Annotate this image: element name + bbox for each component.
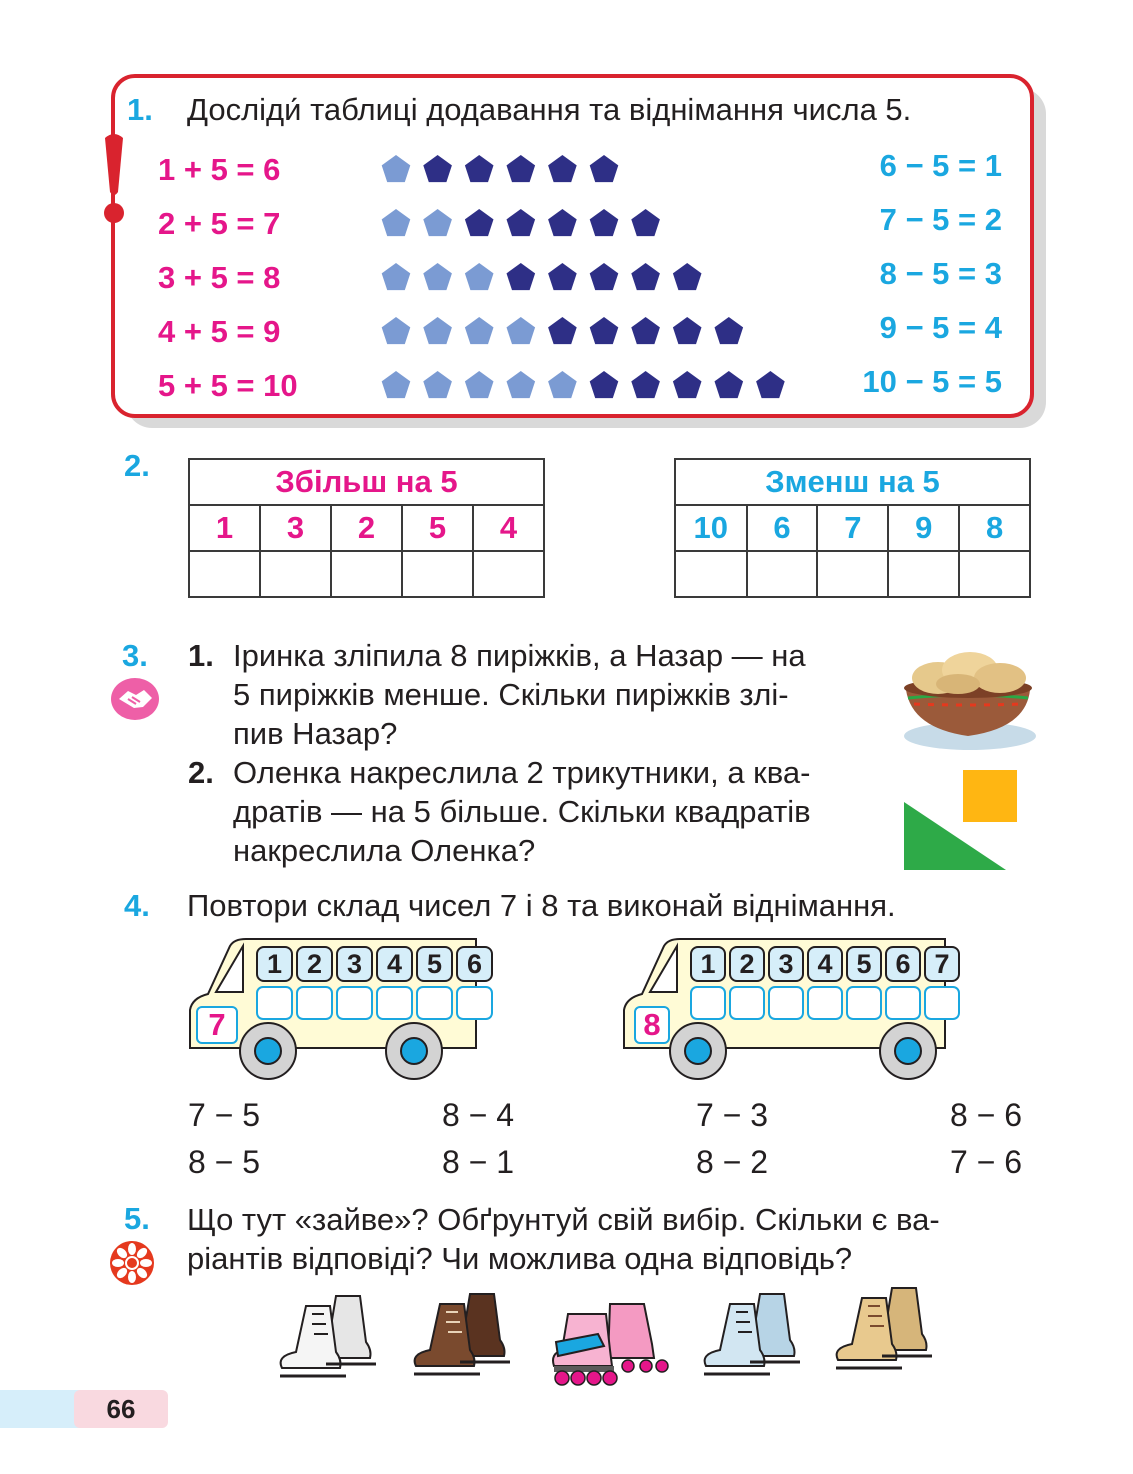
expression: 7 − 6 [950,1144,1023,1180]
answer-seat[interactable] [296,986,333,1020]
pies-bowl-icon [898,640,1038,760]
expression: 7 − 5 [188,1097,261,1133]
bus-7 [186,936,481,1081]
dark-pentagon-icon [548,155,577,182]
text-line: Оленка накреслила 2 трикутники, а ква- [233,755,811,790]
answer-seat[interactable] [336,986,373,1020]
table-cell: 6 [747,505,818,551]
light-pentagon-icon [423,263,452,290]
seat-number: 5 [846,946,882,982]
dark-pentagon-icon [548,317,577,344]
text-line: пив Назар? [233,716,398,751]
dark-pentagon-icon [673,317,702,344]
light-pentagon-icon [382,209,411,236]
bus-door-number: 7 [196,1006,238,1044]
dark-pentagon-icon [590,317,619,344]
light-pentagon-icon [465,263,494,290]
subtraction-equation: 7 − 5 = 2 [879,202,1002,237]
seat-number: 4 [807,946,843,982]
seat-number: 4 [376,946,413,982]
light-pentagon-icon [548,371,577,398]
handshake-icon [110,677,160,726]
task4-instruction: Повтори склад чисел 7 і 8 та виконай віднімання. [187,888,896,923]
light-pentagon-icon [507,371,536,398]
answer-seat[interactable] [885,986,921,1020]
answer-cell[interactable] [189,551,260,597]
flower-icon [109,1240,155,1291]
expression: 8 − 5 [188,1144,261,1180]
light-pentagon-icon [507,317,536,344]
table-cell: 10 [675,505,747,551]
light-pentagon-icon [382,371,411,398]
seat-number: 7 [924,946,960,982]
table-cell: 3 [260,505,331,551]
shapes-icon [900,768,1020,877]
task1-number: 1. [127,92,153,127]
seat-numbers [256,946,496,982]
seat-number: 1 [690,946,726,982]
answer-cell[interactable] [747,551,818,597]
addition-equation: 1 + 5 = 6 [158,152,281,187]
dark-pentagon-icon [631,209,660,236]
answer-seats [256,986,496,1020]
white-skates-icon [276,1292,386,1389]
seat-number: 2 [729,946,765,982]
dark-pentagon-icon [590,155,619,182]
dark-pentagon-icon [631,317,660,344]
subtraction-equation: 9 − 5 = 4 [879,310,1002,345]
light-blue-skates-icon [700,1290,810,1387]
dark-pentagon-icon [631,263,660,290]
seat-number: 6 [885,946,921,982]
expression: 8 − 4 [442,1097,515,1133]
task3-number: 3. [122,638,148,673]
answer-cell[interactable] [959,551,1030,597]
dark-pentagon-icon [507,155,536,182]
addition-equation: 5 + 5 = 10 [158,368,298,403]
answer-cell[interactable] [402,551,473,597]
light-pentagon-icon [465,371,494,398]
increase-table-header: Збільш на 5 [189,459,544,505]
subtraction-column [820,146,1002,416]
dark-pentagon-icon [715,317,744,344]
dark-pentagon-icon [715,371,744,398]
light-pentagon-icon [382,155,411,182]
answer-seat[interactable] [416,986,453,1020]
beige-skates-icon [832,1284,942,1381]
bus-door-number: 8 [634,1006,670,1044]
seat-number: 3 [336,946,373,982]
dark-pentagon-icon [548,263,577,290]
dark-pentagon-icon [590,371,619,398]
answer-cell[interactable] [817,551,888,597]
dark-pentagon-icon [590,263,619,290]
decrease-table [674,458,1031,598]
table-cell: 9 [888,505,959,551]
table-cell: 8 [959,505,1030,551]
table-cell: 4 [473,505,544,551]
seat-number: 2 [296,946,333,982]
dark-pentagon-icon [673,263,702,290]
dark-pentagon-icon [590,209,619,236]
light-pentagon-icon [465,317,494,344]
dark-pentagon-icon [507,209,536,236]
answer-seat[interactable] [729,986,765,1020]
expression: 7 − 3 [696,1097,769,1133]
text-line: 5 пиріжків менше. Скільки пиріжків злі- [233,677,789,712]
subtraction-equation: 8 − 5 = 3 [879,256,1002,291]
brown-skates-icon [410,1290,520,1387]
answer-seat[interactable] [256,986,293,1020]
answer-cell[interactable] [473,551,544,597]
text-line: ріантів відповіді? Чи можлива одна відповідь? [187,1241,853,1276]
addition-equation: 4 + 5 = 9 [158,314,281,349]
answer-seat[interactable] [768,986,804,1020]
task1-instruction: Досліди́ таблиці додавання та віднімання числа 5. [187,92,912,127]
answer-seat[interactable] [376,986,413,1020]
text-line: Іринка зліпила 8 пиріжків, а Назар — на [233,638,806,673]
addition-equation: 2 + 5 = 7 [158,206,281,241]
dark-pentagon-icon [673,371,702,398]
problem1-text [233,636,806,753]
answer-cell[interactable] [675,551,747,597]
text-line: Що тут «зайве»? Обґрунтуй свій вибір. Скільки є ва- [187,1202,940,1237]
task5-number: 5. [124,1201,150,1236]
answer-seat[interactable] [846,986,882,1020]
seat-number: 5 [416,946,453,982]
dark-pentagon-icon [465,155,494,182]
answer-seat[interactable] [456,986,493,1020]
table-cell: 2 [331,505,402,551]
problem2-number: 2. [188,755,214,790]
page-number-strip [0,1390,80,1428]
table-cell: 5 [402,505,473,551]
task2-number: 2. [124,448,150,483]
problem2-text [233,753,811,870]
dark-pentagon-icon [465,209,494,236]
dark-pentagon-icon [756,371,785,398]
addition-equation: 3 + 5 = 8 [158,260,281,295]
seat-numbers [690,946,963,982]
table-cell: 1 [189,505,260,551]
light-pentagon-icon [382,263,411,290]
expression: 8 − 2 [696,1144,769,1180]
subtraction-equation: 10 − 5 = 5 [862,364,1002,399]
decrease-table-header: Зменш на 5 [675,459,1030,505]
page-number: 66 [106,1394,136,1424]
seat-number: 1 [256,946,293,982]
seat-number: 3 [768,946,804,982]
dark-pentagon-icon [423,155,452,182]
answer-seat[interactable] [807,986,843,1020]
answer-seats [690,986,963,1020]
dark-pentagon-icon [631,371,660,398]
answer-cell[interactable] [331,551,402,597]
roller-skates-icon [548,1300,670,1391]
table-cell: 7 [817,505,888,551]
expression: 8 − 1 [442,1144,515,1180]
bus-8 [620,936,950,1081]
task5-text [187,1200,940,1278]
light-pentagon-icon [423,317,452,344]
subtraction-equation: 6 − 5 = 1 [879,148,1002,183]
addition-column [158,150,298,420]
text-line: дратів — на 5 більше. Скільки квадратів [233,794,811,829]
seat-number: 6 [456,946,493,982]
answer-seat[interactable] [924,986,960,1020]
increase-table [188,458,545,598]
pentagon-rows [378,150,798,410]
light-pentagon-icon [382,317,411,344]
text-line: накреслила Оленка? [233,833,536,868]
light-pentagon-icon [423,371,452,398]
dark-pentagon-icon [548,209,577,236]
dark-pentagon-icon [507,263,536,290]
task4-number: 4. [124,888,150,923]
light-pentagon-icon [423,209,452,236]
exclamation-icon [100,130,128,230]
answer-cell[interactable] [888,551,959,597]
answer-seat[interactable] [690,986,726,1020]
answer-cell[interactable] [260,551,331,597]
problem1-number: 1. [188,638,214,673]
expression: 8 − 6 [950,1097,1023,1133]
